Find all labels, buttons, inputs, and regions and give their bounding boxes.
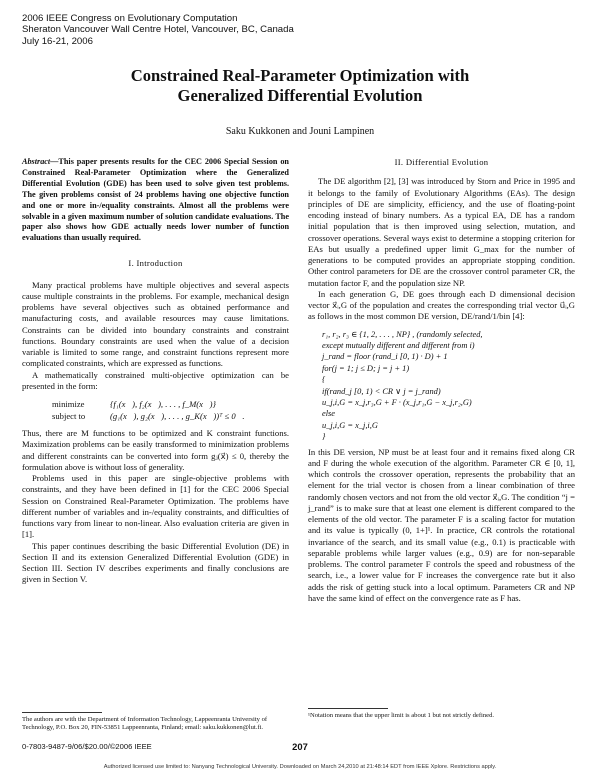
footnote-rule-left — [22, 712, 102, 713]
algo-line: for(j = 1; j ≤ D; j = j + 1) — [322, 363, 410, 373]
copyright-footer: 0-7803-9487-9/06/$20.00/©2006 IEEE — [22, 742, 152, 751]
algo-line: r₁, r₂, r₃ ∈ {1, 2, . . . , NP} , (randomly selected, — [322, 329, 483, 339]
minimize-keyword: minimize — [52, 399, 85, 409]
intro-paragraph-4: Problems used in this paper are single-objective problems with constraints, and they have been defined in [1] for the CEC 2006 Special Session on Constrained Real-Parameter Optimization. The problems have different number of variables and in-/equality constraints, and difficulties of functions vary from linear to non-linear. Also evaluation criteria are given in [1]. — [22, 473, 289, 540]
title-line-1: Constrained Real-Parameter Optimization with — [130, 66, 470, 85]
paper-title — [0, 66, 600, 105]
algo-line: } — [322, 432, 326, 442]
de-paragraph-1: The DE algorithm [2], [3] was introduced by Storn and Price in 1995 and it belongs to the family of Evolutionary Algorithms (EAs). The design principles of DE are simplicity, efficiency, and the use of floating-point encoding instead of binary numbers. As a typical EA, DE has a random initial population that is then improved using selection, mutation, and crossover operations. Several ways exist to determine a stopping criterion for EAs but usually a predefined upper limit G_max for the number of generations to be computed provides an appropriate stopping condition. Other control parameters for DE are the crossover control parameter CR, the mutation factor F, and the population size NP. — [308, 176, 575, 288]
algo-line: except mutually different and different from i) — [322, 340, 475, 350]
page-number: 207 — [292, 741, 308, 752]
authorized-use-notice: Authorized licensed use limited to: Nanyang Technological University. Downloaded on March 24,2010 at 21:48:14 EDT from IEEE Xplore. Restrictions apply. — [103, 764, 497, 770]
left-column — [22, 157, 289, 586]
algo-line: else — [322, 409, 336, 419]
intro-paragraph-1: Many practical problems have multiple objectives and several aspects cause multiple constraints in the problems. For example, mechanical design problems have several objectives such as obtained performance and manufacturing costs, and available resources may cause limitations. Constraints can be divided into boundary constraints and constraint functions. Boundary constraints are used when the value of a decision variable is limited to some range, and constraint functions represent more complicated constraints, which are expressed as functions. — [22, 279, 289, 369]
subject-expression: (g₁(x⃗), g₂(x⃗), . . . , g_K(x⃗))ᵀ ≤ 0⃗. — [110, 411, 245, 421]
intro-paragraph-5: This paper continues describing the basic Differential Evolution (DE) in Section II and its extension Generalized Differential Evolution (GDE) in Section III. Section IV describes experiments and finally conclusions are given in Section V. — [22, 540, 289, 585]
abstract — [22, 157, 289, 244]
section-heading-differential-evolution: II. Differential Evolution — [394, 157, 489, 167]
algo-line: u_j,i,G = x_j,r₃,G + F · (x_j,r₁,G − x_j,r₂,G) — [322, 397, 472, 407]
right-column — [308, 157, 575, 604]
conference-header — [22, 13, 294, 47]
header-line-1: 2006 IEEE Congress on Evolutionary Computation — [22, 13, 238, 24]
algo-line: if(rand_j [0, 1) < CR ∨ j = j_rand) — [322, 386, 441, 396]
affiliation-footnote: The authors are with the Department of Information Technology, Lappeenranta University of Technology, P.O. Box 20, FIN-53851 Lappeenranta, Finland; email: saku.kukkonen@lut.fi. — [22, 716, 268, 732]
subject-keyword: subject to — [52, 411, 86, 421]
section-heading-introduction: I. Introduction — [128, 258, 183, 269]
notation-footnote: ¹Notation means that the upper limit is about 1 but not strictly defined. — [308, 712, 495, 719]
footnote-rule-right — [308, 708, 388, 709]
authors: Saku Kukkonen and Jouni Lampinen — [225, 126, 375, 137]
algo-line: j_rand = floor (rand_i [0, 1) · D) + 1 — [322, 352, 448, 362]
header-line-3: July 16-21, 2006 — [22, 35, 93, 47]
abstract-text: This paper presents results for the CEC 2006 Special Session on Constrained Real-Parameter Optimization where the Generalized Differential Evolution (GDE) has been used to solve given test problems. The given problems consist of 24 problems having one objective function and one or more in-/equality constraints. Almost all the problems were solvable in a given maximum number of solution candidate evaluations. The paper also shows how GDE actually needs lower number of function evaluations than usually required. — [22, 157, 289, 243]
algo-line: u_j,i,G = x_j,i,G — [322, 420, 378, 430]
problem-formula — [52, 398, 289, 422]
de-paragraph-3: In this DE version, NP must be at least four and it remains fixed along CR and F during the whole execution of the algorithm. Parameter CR ∈ [0, 1], which controls the crossover operation, represents the probability that an element for the trial vector is chosen from a linear combination of three randomly chosen vectors and not from the old vector x⃗ᵢ,G. The condition “j = j_rand” is to make sure that at least one element is different compared to the elements of the old vector. The parameter F is a scaling factor for mutation and its value is typically (0, 1+]¹. In practice, CR controls the rotational invariance of the search, and its small value (e.g., 0.1) is practicable with separable problems while larger values (e.g., 0.9) are for non-separable problems. The control parameter F controls the speed and robustness of the search, i.e., a lower value for F increases the convergence rate but it also adds the risk of getting stuck into a local optimum. Parameters CR and NP have the same kind of effect on the convergence rate as F has. — [308, 446, 575, 603]
title-line-2: Generalized Differential Evolution — [177, 85, 423, 105]
minimize-expression: {f₁(x⃗), f₂(x⃗), . . . , f_M(x⃗)} — [110, 399, 216, 409]
header-line-2: Sheraton Vancouver Wall Centre Hotel, Vancouver, BC, Canada — [22, 24, 294, 36]
intro-paragraph-2: A mathematically constrained multi-objective optimization can be presented in the form: — [22, 369, 289, 391]
intro-paragraph-3: Thus, there are M functions to be optimized and K constraint functions. Maximization problems can be easily transformed to minimization problems and different constraints can be converted into form gⱼ(x⃗) ≤ 0, thereby the formulation above is without loss of generality. — [22, 428, 289, 472]
de-algorithm — [322, 329, 575, 443]
abstract-label: Abstract— — [22, 157, 59, 166]
de-paragraph-2: In each generation G, DE goes through each D dimensional decision vector x⃗ᵢ,G of the population and creates the corresponding trial vector u⃗ᵢ,G as follows in the most common DE version, DE/rand/1/bin [4]: — [308, 288, 575, 322]
algo-line: { — [322, 375, 326, 385]
